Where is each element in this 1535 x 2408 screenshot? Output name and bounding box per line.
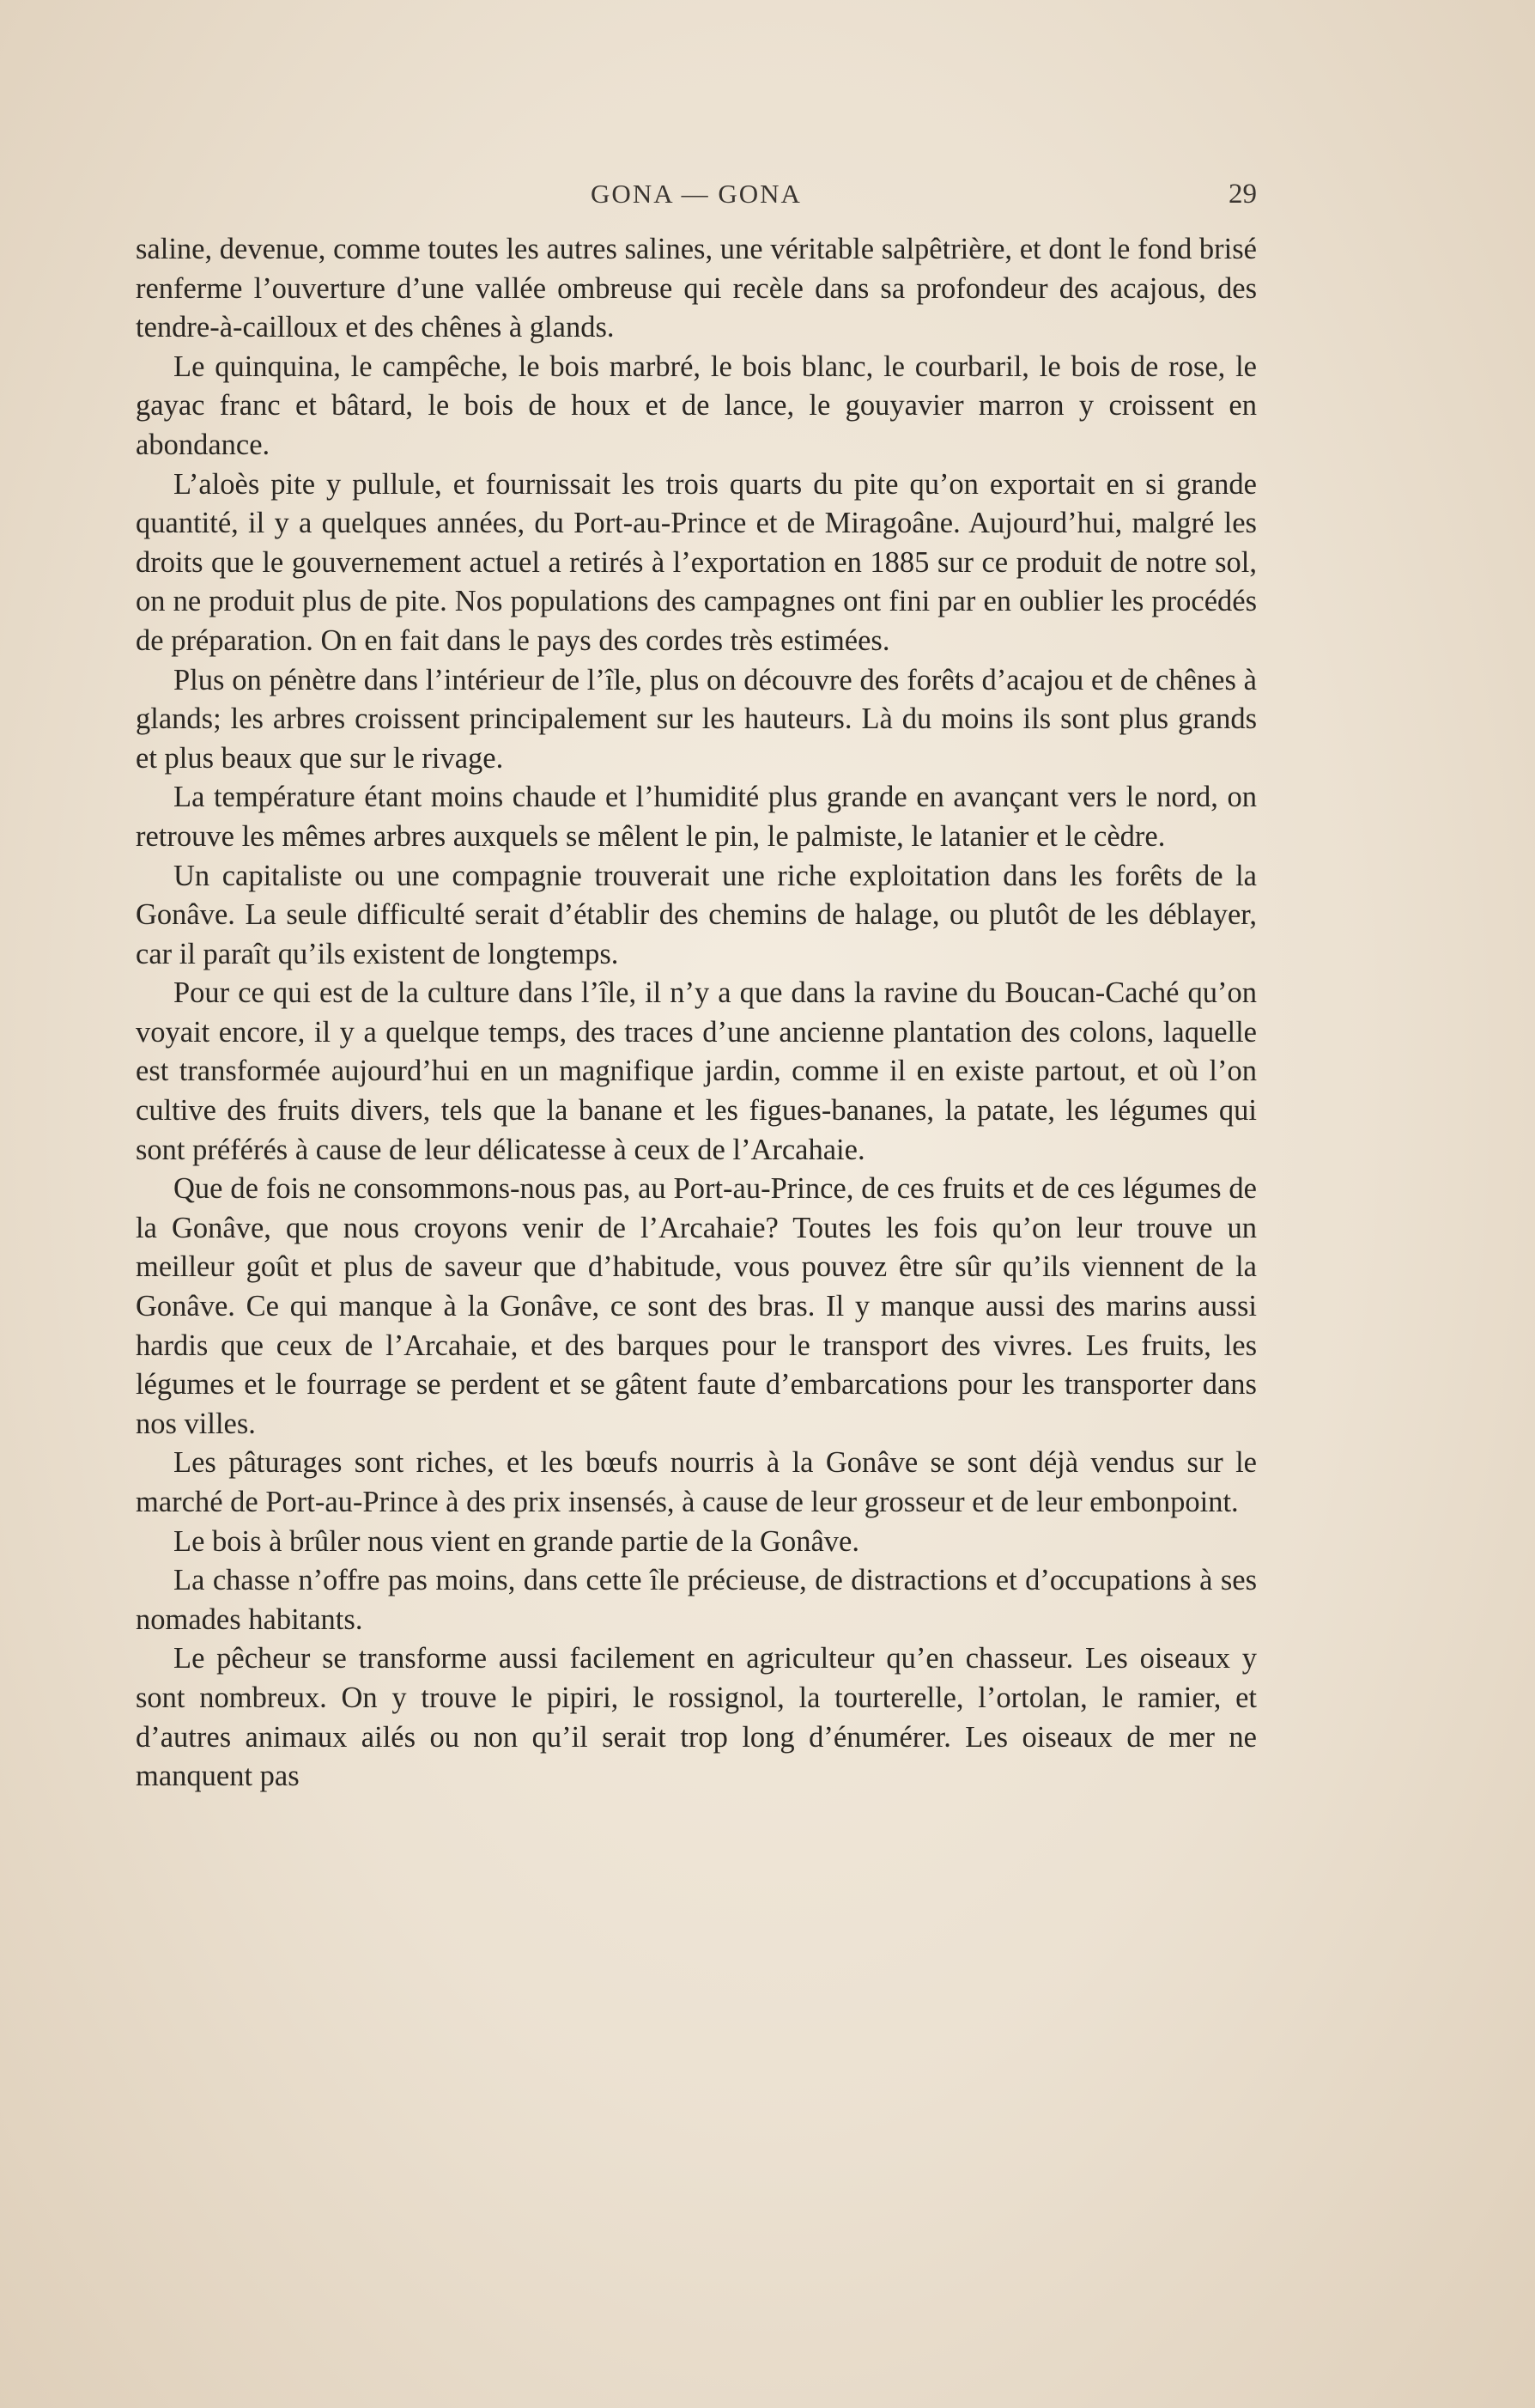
paragraph-11: La chasse n’offre pas moins, dans cette île précieuse, de distractions et d’occupations à ses nomades habitants. [136, 1564, 1257, 1636]
body-text [136, 230, 1257, 1797]
page-number: 29 [1229, 179, 1257, 210]
page-header [136, 179, 1257, 216]
paragraph-10: Le bois à brûler nous vient en grande partie de la Gonâve. [173, 1524, 859, 1558]
paragraph-6: Un capitaliste ou une compagnie trouverait une riche exploitation dans les forêts de la Gonâve. La seule difficulté serait d’établir des chemins de halage, ou plutôt de les déblayer, car il paraît qu’ils existent de longtemps. [136, 859, 1257, 970]
paragraph-1: saline, devenue, comme toutes les autres salines, une véritable salpêtrière, et dont le fond brisé renferme l’ouverture d’une vallée ombreuse qui recèle dans sa profondeur des acajous, des tendre-à-cailloux et des chênes à glands. [136, 233, 1257, 344]
paragraph-3: L’aloès pite y pullule, et fournissait les trois quarts du pite qu’on exportait en si grande quantité, il y a quelques années, du Port-au-Prince et de Miragoâne. Aujourd’hui, malgré les droits que le gouvernement actuel a retirés à l’exportation en 1885 sur ce produit de notre sol, on ne produit plus de pite. Nos populations des campagnes ont fini par en oublier les procédés de préparation. On en fait dans le pays des cordes très estimées. [136, 467, 1257, 657]
paragraph-5: La température étant moins chaude et l’humidité plus grande en avançant vers le nord, on retrouve les mêmes arbres auxquels se mêlent le pin, le palmiste, le latanier et le cèdre. [136, 781, 1257, 853]
paragraph-7: Pour ce qui est de la culture dans l’île, il n’y a que dans la ravine du Boucan-Caché qu’on voyait encore, il y a quelque temps, des traces d’une ancienne plantation des colons, laquelle est transformée aujourd’hui en un magnifique jardin, comme il en existe partout, et où l’on cultive des fruits divers, tels que la banane et les figues-bananes, la patate, les légumes qui sont préférés à cause de leur délicatesse à ceux de l’Arcahaie. [136, 976, 1257, 1166]
paragraph-4: Plus on pénètre dans l’intérieur de l’île, plus on découvre des forêts d’acajou et de chênes à glands; les arbres croissent principalement sur les hauteurs. Là du moins ils sont plus grands et plus beaux que sur le rivage. [136, 663, 1257, 775]
paragraph-2: Le quinquina, le campêche, le bois marbré, le bois blanc, le courbaril, le bois de rose, le gayac franc et bâtard, le bois de houx et de lance, le gouyavier marron y croissent en abondance. [136, 350, 1257, 461]
paragraph-12: Le pêcheur se transforme aussi facilement en agriculteur qu’en chasseur. Les oiseaux y sont nombreux. On y trouve le pipiri, le rossignol, la tourterelle, l’ortolan, le ramier, et d’autres animaux ailés ou non qu’il serait trop long d’énumérer. Les oiseaux de mer ne manquent pas [136, 1642, 1257, 1793]
paragraph-8: Que de fois ne consommons-nous pas, au Port-au-Prince, de ces fruits et de ces légumes de la Gonâve, que nous croyons venir de l’Arcahaie? Toutes les fois qu’on leur trouve un meilleur goût et plus de saveur que d’habitude, vous pouvez être sûr qu’ils viennent de la Gonâve. Ce qui manque à la Gonâve, ce sont des bras. Il y manque aussi des marins aussi hardis que ceux de l’Arcahaie, et des barques pour le transport des vivres. Les fruits, les légumes et le fourrage se perdent et se gâtent faute d’embarcations pour les transporter dans nos villes. [136, 1172, 1257, 1440]
running-title: GONA — GONA [591, 179, 802, 209]
paragraph-9: Les pâturages sont riches, et les bœufs nourris à la Gonâve se sont déjà vendus sur le marché de Port-au-Prince à des prix insensés, à cause de leur grosseur et de leur embonpoint. [136, 1446, 1257, 1518]
